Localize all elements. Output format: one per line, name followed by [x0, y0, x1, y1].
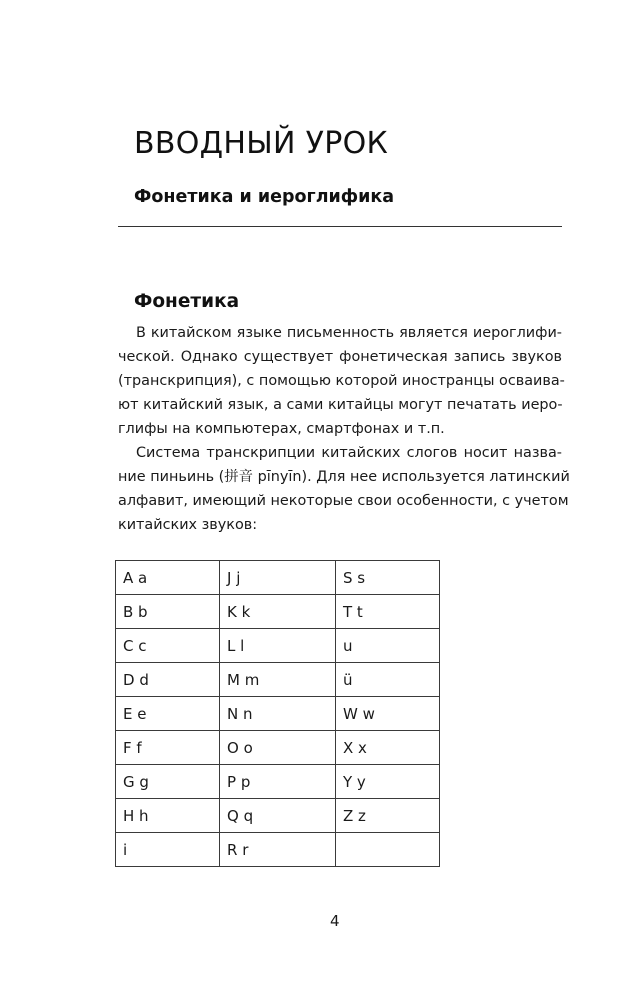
- table-row: [116, 663, 440, 697]
- table-cell: S s: [336, 561, 440, 595]
- table-cell: F f: [116, 731, 220, 765]
- table-cell: T t: [336, 595, 440, 629]
- paragraph-2: [118, 441, 570, 537]
- table-row: [116, 765, 440, 799]
- table-cell: G g: [116, 765, 220, 799]
- table-cell: [336, 833, 440, 867]
- table-cell: H h: [116, 799, 220, 833]
- table-row: [116, 799, 440, 833]
- table-cell: O o: [220, 731, 336, 765]
- text-line: ют китайский язык, а сами китайцы могут печатать иеро-: [118, 397, 563, 413]
- pinyin-alphabet-table: [115, 560, 440, 867]
- table-cell: Y y: [336, 765, 440, 799]
- table-cell: B b: [116, 595, 220, 629]
- table-cell: ü: [336, 663, 440, 697]
- table-cell: K k: [220, 595, 336, 629]
- text-line: ческой. Однако существует фонетическая запись звуков: [118, 349, 562, 365]
- table-cell: J j: [220, 561, 336, 595]
- page-number: 4: [330, 912, 340, 930]
- chapter-subtitle: Фонетика и иероглифика: [134, 187, 395, 207]
- table-row: [116, 595, 440, 629]
- table-row: [116, 561, 440, 595]
- table-cell: P p: [220, 765, 336, 799]
- table-cell: u: [336, 629, 440, 663]
- table-cell: Z z: [336, 799, 440, 833]
- table-cell: i: [116, 833, 220, 867]
- text-line: Система транскрипции китайских слогов носит назва-: [136, 445, 562, 461]
- text-line: глифы на компьютерах, смартфонах и т.п.: [118, 421, 445, 437]
- table-row: [116, 629, 440, 663]
- table-cell: X x: [336, 731, 440, 765]
- table-cell: E e: [116, 697, 220, 731]
- table-cell: L l: [220, 629, 336, 663]
- table-cell: N n: [220, 697, 336, 731]
- section-heading: Фонетика: [134, 291, 240, 312]
- text-line: В китайском языке письменность является иероглифи-: [136, 325, 562, 341]
- paragraph-1: [118, 321, 565, 441]
- text-line: (транскрипция), с помощью которой иностранцы осваива-: [118, 373, 565, 389]
- table-row: [116, 833, 440, 867]
- table-cell: D d: [116, 663, 220, 697]
- table-cell: R r: [220, 833, 336, 867]
- table-cell: C c: [116, 629, 220, 663]
- table-cell: Q q: [220, 799, 336, 833]
- chapter-title: ВВОДНЫЙ УРОК: [134, 126, 389, 161]
- table-row: [116, 731, 440, 765]
- table-cell: M m: [220, 663, 336, 697]
- text-line: ние пиньинь (拼音 pīnyīn). Для нее используется латинский: [118, 469, 570, 485]
- table-cell: W w: [336, 697, 440, 731]
- table-row: [116, 697, 440, 731]
- text-line: китайских звуков:: [118, 517, 258, 533]
- title-divider: [118, 226, 562, 227]
- text-line: алфавит, имеющий некоторые свои особенности, с учетом: [118, 493, 569, 509]
- table-cell: A a: [116, 561, 220, 595]
